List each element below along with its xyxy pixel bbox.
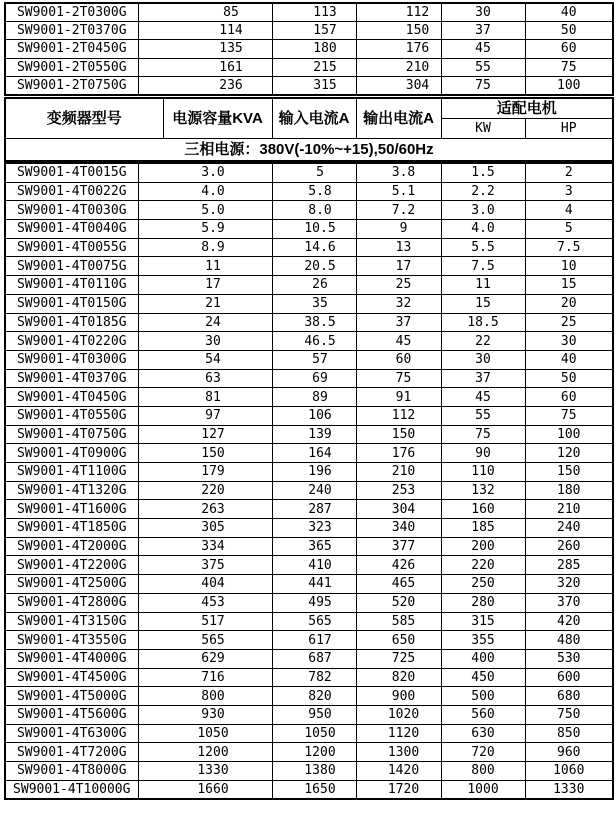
model-cell: SW9001-4T2200G <box>5 556 138 575</box>
value-cell: 565 <box>272 612 356 631</box>
value-cell: 13 <box>356 238 441 257</box>
value-cell: 2.2 <box>441 182 525 201</box>
value-cell: 377 <box>356 537 441 556</box>
value-cell: 1420 <box>356 762 441 781</box>
value-cell: 85 <box>138 3 272 22</box>
table-row <box>5 22 613 40</box>
table-row <box>5 406 613 425</box>
value-cell: 75 <box>356 369 441 388</box>
value-cell: 365 <box>272 537 356 556</box>
value-cell: 160 <box>441 500 525 519</box>
value-cell: 150 <box>356 22 441 40</box>
value-cell: 517 <box>138 612 272 631</box>
value-cell: 40 <box>525 3 613 22</box>
value-cell: 180 <box>525 481 613 500</box>
value-cell: 38.5 <box>272 313 356 332</box>
table-row <box>5 687 613 706</box>
value-cell: 75 <box>441 76 525 95</box>
value-cell: 304 <box>356 76 441 95</box>
value-cell: 20 <box>525 294 613 313</box>
table-row <box>5 593 613 612</box>
value-cell: 176 <box>356 40 441 58</box>
value-cell: 37 <box>441 369 525 388</box>
value-cell: 900 <box>356 687 441 706</box>
table-row <box>5 369 613 388</box>
table-row <box>5 220 613 239</box>
value-cell: 17 <box>138 276 272 295</box>
value-cell: 280 <box>441 593 525 612</box>
value-cell: 1060 <box>525 762 613 781</box>
value-cell: 157 <box>272 22 356 40</box>
model-cell: SW9001-4T5600G <box>5 705 138 724</box>
value-cell: 400 <box>441 649 525 668</box>
value-cell: 106 <box>272 406 356 425</box>
value-cell: 410 <box>272 556 356 575</box>
value-cell: 55 <box>441 58 525 76</box>
value-cell: 500 <box>441 687 525 706</box>
value-cell: 305 <box>138 519 272 538</box>
value-cell: 100 <box>525 425 613 444</box>
value-cell: 20.5 <box>272 257 356 276</box>
value-cell: 110 <box>441 463 525 482</box>
value-cell: 75 <box>441 425 525 444</box>
value-cell: 10 <box>525 257 613 276</box>
value-cell: 8.0 <box>272 201 356 220</box>
value-cell: 450 <box>441 668 525 687</box>
value-cell: 179 <box>138 463 272 482</box>
model-cell: SW9001-4T0022G <box>5 182 138 201</box>
table-row <box>5 668 613 687</box>
upper-rows <box>5 3 613 95</box>
value-cell: 680 <box>525 687 613 706</box>
value-cell: 127 <box>138 425 272 444</box>
table-row <box>5 724 613 743</box>
value-cell: 3.8 <box>356 163 441 182</box>
value-cell: 5.0 <box>138 201 272 220</box>
table-row <box>5 238 613 257</box>
value-cell: 236 <box>138 76 272 95</box>
value-cell: 240 <box>272 481 356 500</box>
value-cell: 112 <box>356 406 441 425</box>
table-row <box>5 163 613 182</box>
value-cell: 716 <box>138 668 272 687</box>
value-cell: 14.6 <box>272 238 356 257</box>
model-cell: SW9001-4T2000G <box>5 537 138 556</box>
model-cell: SW9001-2T0550G <box>5 58 138 76</box>
model-cell: SW9001-4T0900G <box>5 444 138 463</box>
model-cell: SW9001-4T4500G <box>5 668 138 687</box>
table-row <box>5 575 613 594</box>
value-cell: 782 <box>272 668 356 687</box>
value-cell: 530 <box>525 649 613 668</box>
table-row <box>5 556 613 575</box>
value-cell: 81 <box>138 388 272 407</box>
table-row <box>5 58 613 76</box>
value-cell: 40 <box>525 350 613 369</box>
table-row <box>5 481 613 500</box>
value-cell: 100 <box>525 76 613 95</box>
value-cell: 800 <box>441 762 525 781</box>
value-cell: 480 <box>525 631 613 650</box>
value-cell: 139 <box>272 425 356 444</box>
value-cell: 1660 <box>138 780 272 799</box>
value-cell: 340 <box>356 519 441 538</box>
value-cell: 9 <box>356 220 441 239</box>
value-cell: 495 <box>272 593 356 612</box>
table-row <box>5 649 613 668</box>
value-cell: 26 <box>272 276 356 295</box>
value-cell: 120 <box>525 444 613 463</box>
value-cell: 5 <box>272 163 356 182</box>
table-row <box>5 257 613 276</box>
value-cell: 30 <box>525 332 613 351</box>
value-cell: 150 <box>525 463 613 482</box>
spec-table-upper-section <box>4 2 614 96</box>
value-cell: 820 <box>356 668 441 687</box>
value-cell: 25 <box>525 313 613 332</box>
table-row <box>5 463 613 482</box>
value-cell: 315 <box>272 76 356 95</box>
value-cell: 15 <box>441 294 525 313</box>
value-cell: 10.5 <box>272 220 356 239</box>
value-cell: 960 <box>525 743 613 762</box>
value-cell: 750 <box>525 705 613 724</box>
value-cell: 7.5 <box>525 238 613 257</box>
value-cell: 220 <box>441 556 525 575</box>
value-cell: 650 <box>356 631 441 650</box>
value-cell: 55 <box>441 406 525 425</box>
value-cell: 725 <box>356 649 441 668</box>
value-cell: 46.5 <box>272 332 356 351</box>
table-row <box>5 3 613 22</box>
value-cell: 113 <box>272 3 356 22</box>
model-cell: SW9001-4T2500G <box>5 575 138 594</box>
value-cell: 1720 <box>356 780 441 799</box>
value-cell: 30 <box>138 332 272 351</box>
value-cell: 8.9 <box>138 238 272 257</box>
model-cell: SW9001-4T0185G <box>5 313 138 332</box>
value-cell: 161 <box>138 58 272 76</box>
value-cell: 630 <box>441 724 525 743</box>
value-cell: 560 <box>441 705 525 724</box>
col-header-kw: KW <box>441 119 525 139</box>
value-cell: 1000 <box>441 780 525 799</box>
value-cell: 22 <box>441 332 525 351</box>
value-cell: 334 <box>138 537 272 556</box>
value-cell: 200 <box>441 537 525 556</box>
value-cell: 7.5 <box>441 257 525 276</box>
table-row <box>5 762 613 781</box>
value-cell: 1050 <box>272 724 356 743</box>
value-cell: 4 <box>525 201 613 220</box>
value-cell: 285 <box>525 556 613 575</box>
col-header-kva: 电源容量KVA <box>163 98 272 139</box>
value-cell: 15 <box>525 276 613 295</box>
value-cell: 150 <box>356 425 441 444</box>
value-cell: 210 <box>525 500 613 519</box>
model-cell: SW9001-4T0150G <box>5 294 138 313</box>
model-cell: SW9001-2T0450G <box>5 40 138 58</box>
value-cell: 11 <box>138 257 272 276</box>
value-cell: 441 <box>272 575 356 594</box>
table-row <box>5 537 613 556</box>
table-row <box>5 631 613 650</box>
model-cell: SW9001-4T3550G <box>5 631 138 650</box>
value-cell: 196 <box>272 463 356 482</box>
value-cell: 50 <box>525 369 613 388</box>
model-cell: SW9001-4T10000G <box>5 780 138 799</box>
value-cell: 426 <box>356 556 441 575</box>
value-cell: 930 <box>138 705 272 724</box>
model-cell: SW9001-2T0370G <box>5 22 138 40</box>
value-cell: 253 <box>356 481 441 500</box>
value-cell: 37 <box>441 22 525 40</box>
value-cell: 1330 <box>138 762 272 781</box>
value-cell: 5.1 <box>356 182 441 201</box>
model-cell: SW9001-2T0300G <box>5 3 138 22</box>
model-cell: SW9001-4T0040G <box>5 220 138 239</box>
value-cell: 720 <box>441 743 525 762</box>
value-cell: 45 <box>356 332 441 351</box>
model-cell: SW9001-4T0750G <box>5 425 138 444</box>
value-cell: 210 <box>356 463 441 482</box>
value-cell: 7.2 <box>356 201 441 220</box>
col-header-motor-group: 适配电机 <box>441 98 613 119</box>
model-cell: SW9001-4T0550G <box>5 406 138 425</box>
value-cell: 135 <box>138 40 272 58</box>
power-supply-row <box>5 139 613 162</box>
value-cell: 63 <box>138 369 272 388</box>
value-cell: 1050 <box>138 724 272 743</box>
value-cell: 617 <box>272 631 356 650</box>
value-cell: 629 <box>138 649 272 668</box>
value-cell: 585 <box>356 612 441 631</box>
value-cell: 114 <box>138 22 272 40</box>
value-cell: 180 <box>272 40 356 58</box>
value-cell: 1650 <box>272 780 356 799</box>
value-cell: 5 <box>525 220 613 239</box>
value-cell: 2 <box>525 163 613 182</box>
value-cell: 1380 <box>272 762 356 781</box>
value-cell: 4.0 <box>138 182 272 201</box>
value-cell: 60 <box>525 388 613 407</box>
table-row <box>5 201 613 220</box>
model-cell: SW9001-4T7200G <box>5 743 138 762</box>
value-cell: 11 <box>441 276 525 295</box>
model-cell: SW9001-4T0300G <box>5 350 138 369</box>
value-cell: 950 <box>272 705 356 724</box>
model-cell: SW9001-4T8000G <box>5 762 138 781</box>
value-cell: 54 <box>138 350 272 369</box>
power-supply-note: 三相电源：380V(-10%~+15),50/60Hz <box>5 139 613 162</box>
value-cell: 176 <box>356 444 441 463</box>
value-cell: 90 <box>441 444 525 463</box>
value-cell: 687 <box>272 649 356 668</box>
table-row <box>5 76 613 95</box>
value-cell: 287 <box>272 500 356 519</box>
value-cell: 1300 <box>356 743 441 762</box>
value-cell: 18.5 <box>441 313 525 332</box>
value-cell: 250 <box>441 575 525 594</box>
value-cell: 50 <box>525 22 613 40</box>
value-cell: 97 <box>138 406 272 425</box>
value-cell: 263 <box>138 500 272 519</box>
model-cell: SW9001-4T0220G <box>5 332 138 351</box>
table-row <box>5 40 613 58</box>
value-cell: 1120 <box>356 724 441 743</box>
value-cell: 600 <box>525 668 613 687</box>
model-cell: SW9001-4T0370G <box>5 369 138 388</box>
table-row <box>5 313 613 332</box>
value-cell: 5.5 <box>441 238 525 257</box>
model-cell: SW9001-4T4000G <box>5 649 138 668</box>
lower-rows <box>5 163 613 799</box>
value-cell: 69 <box>272 369 356 388</box>
value-cell: 370 <box>525 593 613 612</box>
value-cell: 565 <box>138 631 272 650</box>
value-cell: 404 <box>138 575 272 594</box>
value-cell: 37 <box>356 313 441 332</box>
table-row <box>5 444 613 463</box>
value-cell: 30 <box>441 350 525 369</box>
col-header-model: 变频器型号 <box>5 98 163 139</box>
value-cell: 91 <box>356 388 441 407</box>
value-cell: 75 <box>525 406 613 425</box>
value-cell: 60 <box>356 350 441 369</box>
value-cell: 75 <box>525 58 613 76</box>
model-cell: SW9001-4T1600G <box>5 500 138 519</box>
model-cell: SW9001-4T0075G <box>5 257 138 276</box>
model-cell: SW9001-4T1850G <box>5 519 138 538</box>
model-cell: SW9001-4T5000G <box>5 687 138 706</box>
model-cell: SW9001-4T2800G <box>5 593 138 612</box>
table-row <box>5 182 613 201</box>
table-row <box>5 294 613 313</box>
value-cell: 57 <box>272 350 356 369</box>
table-row <box>5 705 613 724</box>
value-cell: 30 <box>441 3 525 22</box>
model-cell: SW9001-4T0450G <box>5 388 138 407</box>
value-cell: 3.0 <box>138 163 272 182</box>
value-cell: 315 <box>441 612 525 631</box>
value-cell: 25 <box>356 276 441 295</box>
model-cell: SW9001-4T1320G <box>5 481 138 500</box>
value-cell: 323 <box>272 519 356 538</box>
table-row <box>5 276 613 295</box>
value-cell: 45 <box>441 388 525 407</box>
value-cell: 164 <box>272 444 356 463</box>
model-cell: SW9001-4T0030G <box>5 201 138 220</box>
model-cell: SW9001-4T1100G <box>5 463 138 482</box>
value-cell: 5.8 <box>272 182 356 201</box>
value-cell: 215 <box>272 58 356 76</box>
value-cell: 260 <box>525 537 613 556</box>
value-cell: 1020 <box>356 705 441 724</box>
col-header-hp: HP <box>525 119 613 139</box>
value-cell: 4.0 <box>441 220 525 239</box>
header-row-main <box>5 98 613 119</box>
value-cell: 1200 <box>272 743 356 762</box>
value-cell: 453 <box>138 593 272 612</box>
table-row <box>5 388 613 407</box>
spec-table-lower-section <box>4 162 614 800</box>
value-cell: 850 <box>525 724 613 743</box>
col-header-output-current: 输出电流A <box>356 98 441 139</box>
value-cell: 89 <box>272 388 356 407</box>
table-row <box>5 780 613 799</box>
table-row <box>5 350 613 369</box>
value-cell: 3 <box>525 182 613 201</box>
value-cell: 5.9 <box>138 220 272 239</box>
table-row <box>5 500 613 519</box>
table-row <box>5 332 613 351</box>
value-cell: 112 <box>356 3 441 22</box>
table-row <box>5 743 613 762</box>
value-cell: 1200 <box>138 743 272 762</box>
model-cell: SW9001-4T0055G <box>5 238 138 257</box>
value-cell: 35 <box>272 294 356 313</box>
model-cell: SW9001-4T0015G <box>5 163 138 182</box>
table-row <box>5 519 613 538</box>
value-cell: 21 <box>138 294 272 313</box>
value-cell: 150 <box>138 444 272 463</box>
value-cell: 355 <box>441 631 525 650</box>
value-cell: 132 <box>441 481 525 500</box>
col-header-input-current: 输入电流A <box>272 98 356 139</box>
value-cell: 520 <box>356 593 441 612</box>
model-cell: SW9001-2T0750G <box>5 76 138 95</box>
value-cell: 820 <box>272 687 356 706</box>
value-cell: 465 <box>356 575 441 594</box>
value-cell: 1330 <box>525 780 613 799</box>
value-cell: 210 <box>356 58 441 76</box>
model-cell: SW9001-4T6300G <box>5 724 138 743</box>
model-cell: SW9001-4T3150G <box>5 612 138 631</box>
value-cell: 45 <box>441 40 525 58</box>
value-cell: 185 <box>441 519 525 538</box>
table-row <box>5 425 613 444</box>
value-cell: 420 <box>525 612 613 631</box>
table-row <box>5 612 613 631</box>
value-cell: 320 <box>525 575 613 594</box>
value-cell: 24 <box>138 313 272 332</box>
value-cell: 1.5 <box>441 163 525 182</box>
value-cell: 800 <box>138 687 272 706</box>
value-cell: 60 <box>525 40 613 58</box>
value-cell: 32 <box>356 294 441 313</box>
model-cell: SW9001-4T0110G <box>5 276 138 295</box>
value-cell: 17 <box>356 257 441 276</box>
value-cell: 240 <box>525 519 613 538</box>
value-cell: 3.0 <box>441 201 525 220</box>
spec-table-header-section <box>4 97 614 162</box>
value-cell: 304 <box>356 500 441 519</box>
value-cell: 220 <box>138 481 272 500</box>
value-cell: 375 <box>138 556 272 575</box>
